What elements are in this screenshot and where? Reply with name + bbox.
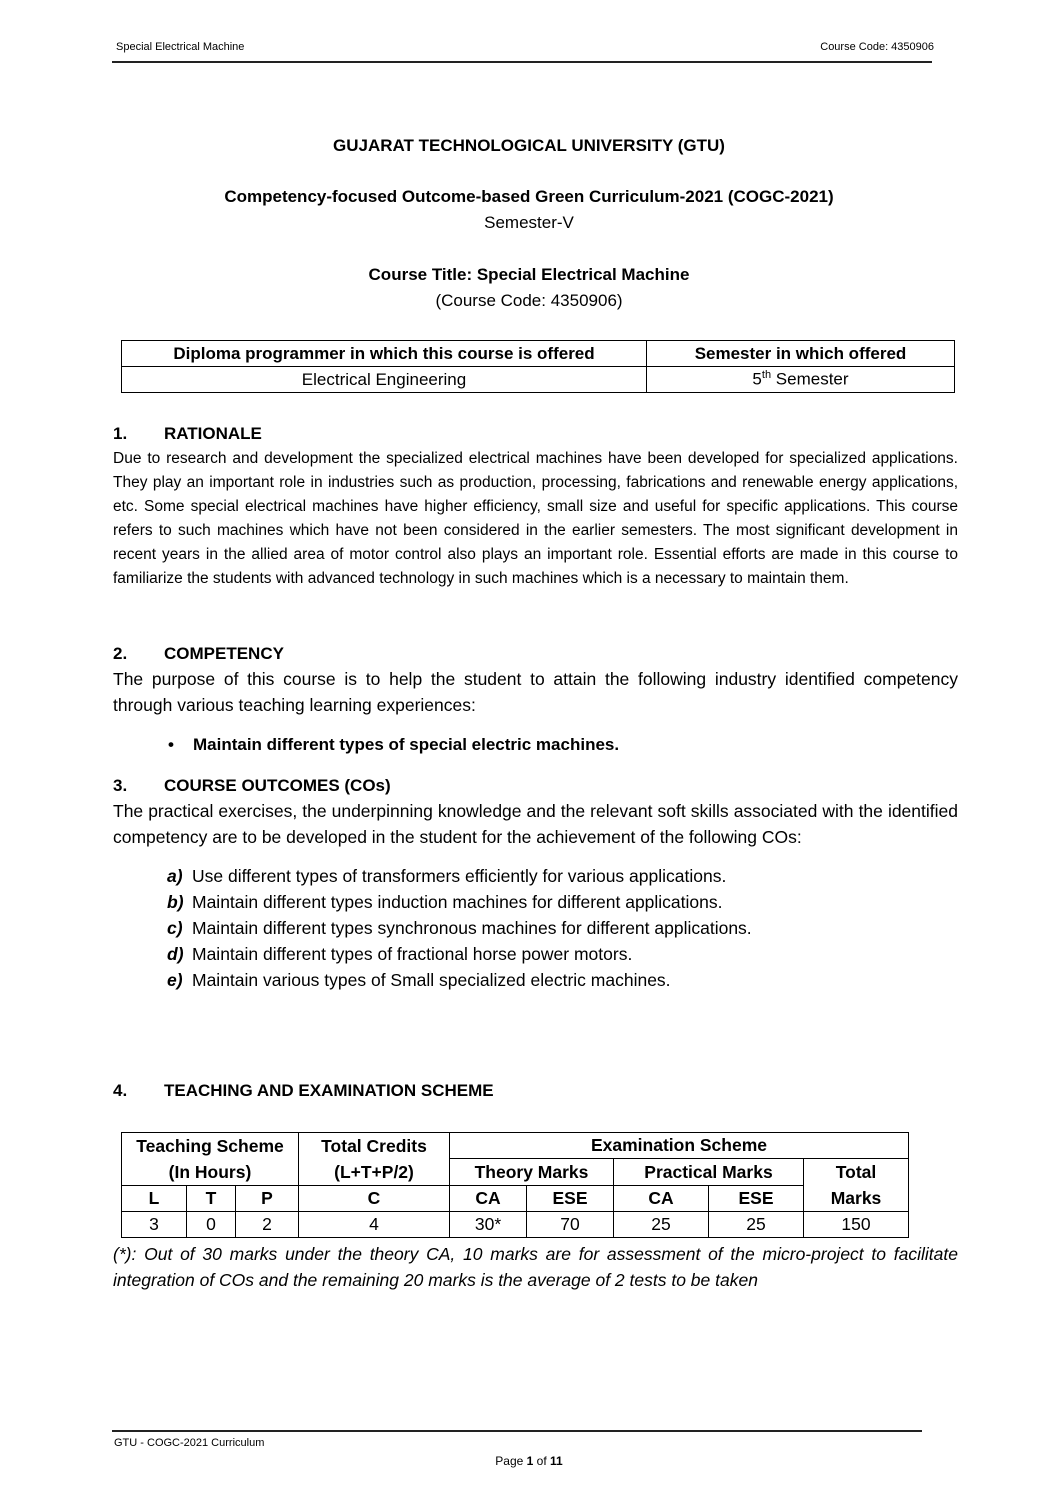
offer-table: [121, 340, 955, 393]
competency-text: The purpose of this course is to help the student to attain the following industry identified competency through various teaching learning experiences:: [113, 669, 958, 715]
competency-bullet: • Maintain different types of special electric machines.: [168, 735, 620, 754]
sub-header-c: C: [299, 1186, 450, 1212]
footer-curriculum: GTU - COGC-2021 Curriculum: [114, 1437, 265, 1449]
curriculum-title: Competency-focused Outcome-based Green Curriculum-2021 (COGC-2021): [224, 187, 834, 206]
practical-marks-header: Practical Marks: [614, 1159, 804, 1186]
sub-header-practical-ese: ESE: [709, 1186, 804, 1212]
rationale-text: Due to research and development the specialized electrical machines have been developed for specialized applications. They play an important role in industries such as production, processing, fabrications and renewable energy applications, etc. Some special electrical machines have higher efficiency, small size and useful for specific applications. This course refers to such machines which have not been considered in the earlier semesters. The most significant development in recent years in the allied area of motor control also plays an important role. Essential efforts are made in this course to familiarize the students with advanced technology in such machines which is a necessary to maintain them.: [113, 450, 958, 587]
section-scheme-heading: 4. TEACHING AND EXAMINATION SCHEME: [113, 1081, 494, 1100]
header-course-name: Special Electrical Machine: [116, 41, 245, 53]
offer-semester: 5th Semester: [647, 367, 955, 393]
sub-header-p: P: [236, 1186, 299, 1212]
section-rationale-heading: 1. RATIONALE: [113, 424, 262, 443]
header-course-code: Course Code: 4350906: [820, 41, 934, 53]
scheme-table: [121, 1132, 909, 1238]
sub-header-practical-ca: CA: [614, 1186, 709, 1212]
scheme-note: (*): Out of 30 marks under the theory CA, 10 marks are for assessment of the micro-project to facilitate integration of COs and the remaining 20 marks is the average of 2 tests to be taken: [113, 1244, 958, 1290]
sub-header-t: T: [187, 1186, 236, 1212]
value-practical-ese: 25: [709, 1212, 804, 1238]
outcome-item: b) Maintain different types induction machines for different applications.: [167, 892, 723, 912]
value-practical-ca: 25: [614, 1212, 709, 1238]
offer-program: Electrical Engineering: [122, 367, 647, 393]
header-divider: [112, 61, 932, 63]
course-code: (Course Code: 4350906): [435, 291, 623, 310]
offer-header-semester: Semester in which offered: [647, 341, 955, 367]
total-marks-header: Total Marks: [804, 1159, 909, 1212]
semester-title: Semester-V: [484, 213, 574, 232]
teaching-scheme-header: Teaching Scheme (In Hours): [122, 1133, 299, 1186]
value-theory-ca: 30*: [450, 1212, 527, 1238]
university-title: GUJARAT TECHNOLOGICAL UNIVERSITY (GTU): [333, 136, 725, 155]
total-credits-header: Total Credits (L+T+P/2): [299, 1133, 450, 1186]
value-total-marks: 150: [804, 1212, 909, 1238]
value-theory-ese: 70: [527, 1212, 614, 1238]
outcome-item: d) Maintain different types of fractional horse power motors.: [167, 944, 633, 964]
sub-header-theory-ese: ESE: [527, 1186, 614, 1212]
sub-header-l: L: [122, 1186, 187, 1212]
outcome-item: a) Use different types of transformers efficiently for various applications.: [167, 866, 727, 886]
sub-header-theory-ca: CA: [450, 1186, 527, 1212]
footer-divider: [112, 1430, 922, 1432]
course-title: Course Title: Special Electrical Machine: [368, 265, 690, 284]
outcome-item: c) Maintain different types synchronous machines for different applications.: [167, 918, 752, 938]
section-outcomes-heading: 3. COURSE OUTCOMES (COs): [113, 776, 391, 795]
value-c: 4: [299, 1212, 450, 1238]
bullet-icon: •: [168, 735, 174, 754]
offer-header-program: Diploma programmer in which this course is offered: [122, 341, 647, 367]
value-t: 0: [187, 1212, 236, 1238]
value-l: 3: [122, 1212, 187, 1238]
table-row: [122, 1212, 909, 1238]
page-number: Page 1 of 11: [495, 1454, 563, 1468]
outcome-item: e) Maintain various types of Small specialized electric machines.: [167, 970, 671, 990]
outcomes-list: [167, 863, 752, 993]
outcomes-text: The practical exercises, the underpinning knowledge and the relevant soft skills associated with the identified competency are to be developed in the student for the achievement of the following COs:: [113, 801, 958, 847]
section-competency-heading: 2. COMPETENCY: [113, 644, 284, 663]
value-p: 2: [236, 1212, 299, 1238]
theory-marks-header: Theory Marks: [450, 1159, 614, 1186]
exam-scheme-header: Examination Scheme: [450, 1133, 909, 1159]
